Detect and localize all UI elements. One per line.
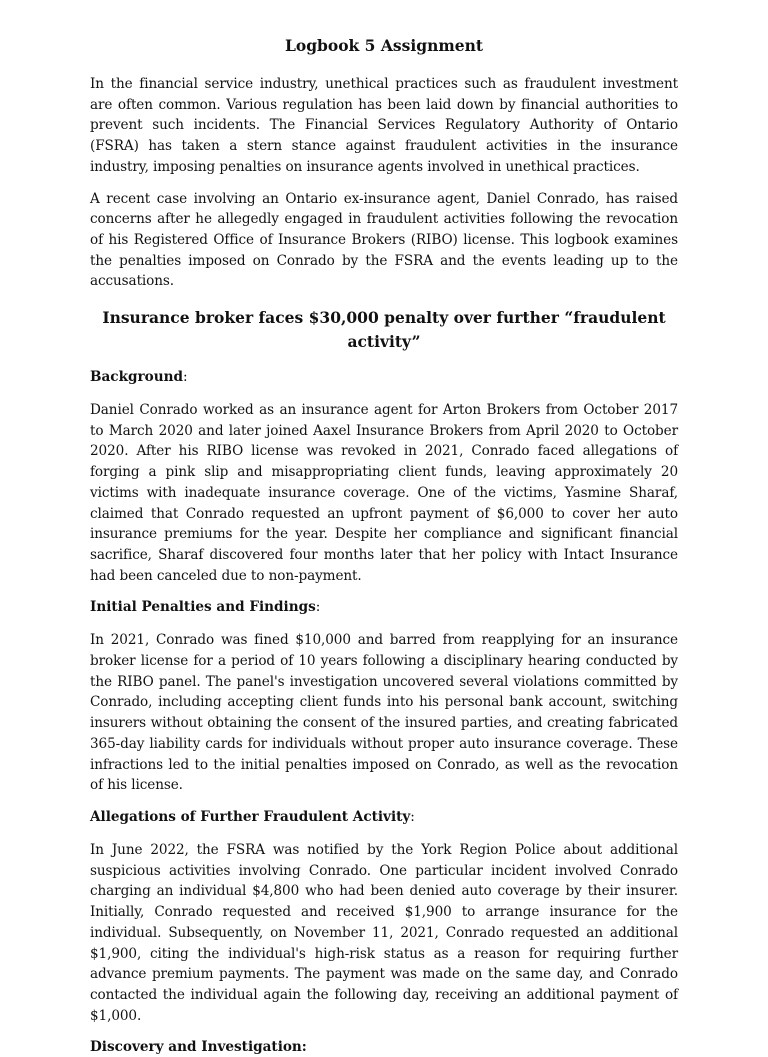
section-heading-colon: : [315,599,321,616]
section-heading-text: Background [90,369,183,386]
section-heading-initial-penalties [90,597,678,617]
section-heading-discovery [90,1037,678,1057]
section-heading-colon: : [183,369,188,386]
section-heading-text: Initial Penalties and Findings [90,599,316,616]
section-body-further-allegations: In June 2022, the FSRA was notified by the York Region Police about additional suspicious activities involving Conrado. One particular incident involved Conrado charging an individual $4,800 who had been denied auto coverage by their insurer. Initially, Conrado requested and received $1,900 to arrange insurance for the individual. Subsequently, on November 11, 2021, Conrado requested an additional $1,900, citing the individual's high-risk status as a reason for requiring further advance premium payments. The payment was made on the same day, and Conrado contacted the individual again the following day, receiving an additional payment of $1,000. [90,841,678,1024]
article-title: Insurance broker faces $30,000 penalty over further “fraudulent activity” [102,308,666,352]
section-heading-further-allegations [90,807,678,827]
section-body-initial-penalties: In 2021, Conrado was fined $10,000 and barred from reapplying for an insurance broker license for a period of 10 years following a disciplinary hearing conducted by the RIBO panel. The panel's investigation uncovered several violations committed by Conrado, including accepting client funds into his personal bank account, switching insurers without obtaining the consent of the insured parties, and creating fabricated 365-day liability cards for individuals without proper auto insurance coverage. These infractions led to the initial penalties imposed on Conrado, as well as the revocation of his license. [90,632,678,794]
section-heading-text: Discovery and Investigation: [90,1039,307,1056]
section-heading-colon: : [410,808,415,825]
section-body-background: Daniel Conrado worked as an insurance agent for Arton Brokers from October 2017 to March 2020 and later joined Aaxel Insurance Brokers from April 2020 to October 2020. After his RIBO license was revoked in 2021, Conrado faced allegations of forging a pink slip and misappropriating client funds, leaving approximately 20 victims with inadequate insurance coverage. One of the victims, Yasmine Sharaf, claimed that Conrado requested an upfront payment of $6,000 to cover her auto insurance premiums for the year. Despite her compliance and significant financial sacrifice, Sharaf discovered four months later that her policy with Intact Insurance had been canceled due to non-payment. [90,402,678,584]
section-heading-text: Allegations of Further Fraudulent Activity [90,808,411,825]
intro-paragraph-1: In the financial service industry, unethical practices such as fraudulent investment are often common. Various regulation has been laid down by financial authorities to prevent such incidents. The Financial Services Regulatory Authority of Ontario (FSRA) has taken a stern stance against fraudulent activities in the insurance industry, imposing penalties on insurance agents involved in unethical practices. [90,76,678,175]
document-title: Logbook 5 Assignment [284,36,484,55]
section-heading-background [90,367,678,387]
intro-paragraph-2: A recent case involving an Ontario ex-insurance agent, Daniel Conrado, has raised concerns after he allegedly engaged in fraudulent activities following the revocation of his Registered Office of Insurance Brokers (RIBO) license. This logbook examines the penalties imposed on Conrado by the FSRA and the events leading up to the accusations. [90,190,678,290]
